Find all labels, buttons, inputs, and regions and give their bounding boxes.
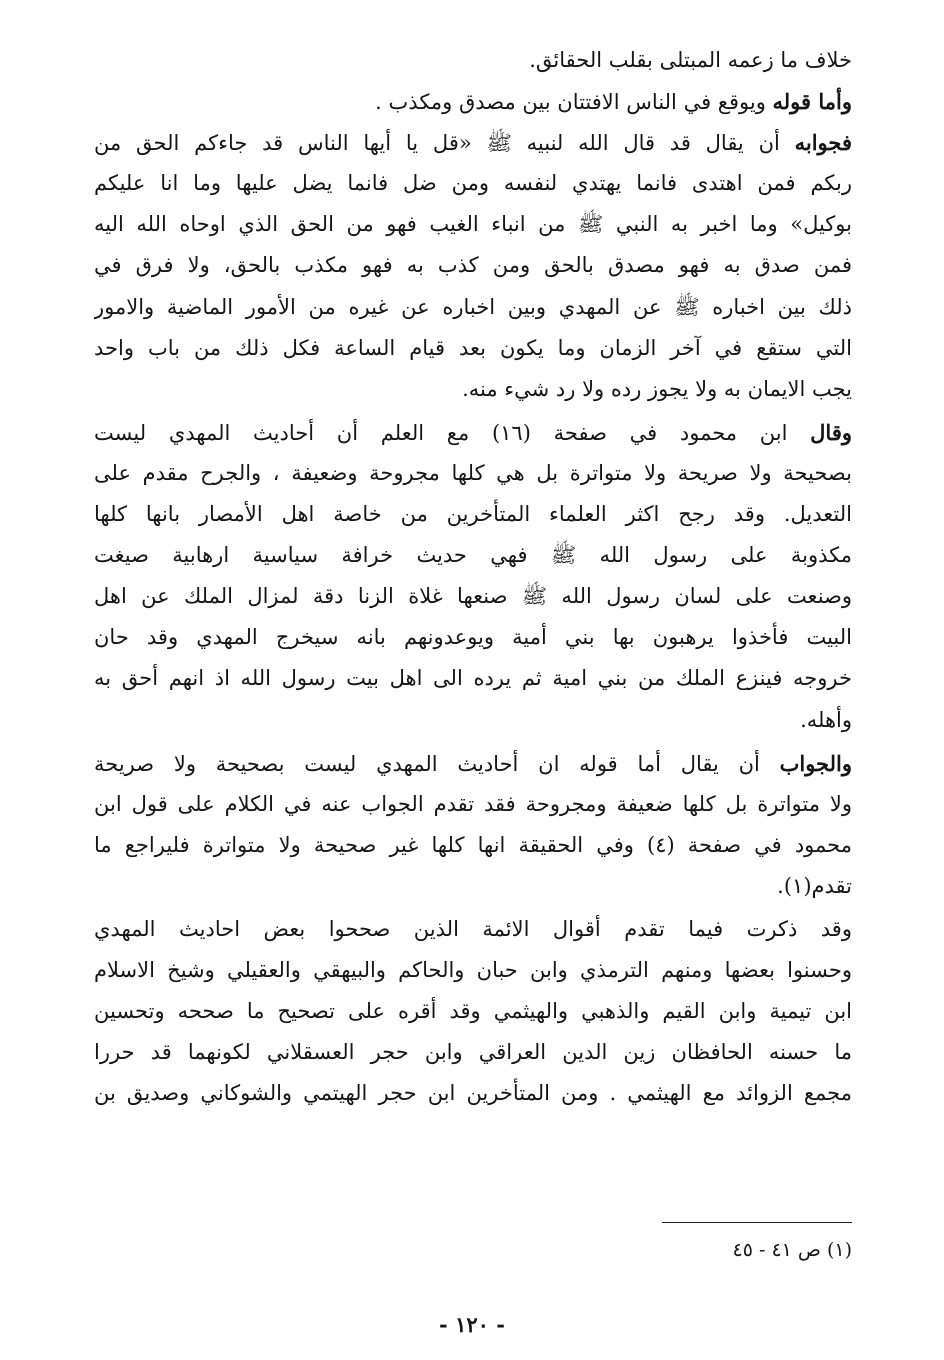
line-text: تقدم(١). — [777, 873, 852, 898]
text-line — [94, 576, 852, 617]
line-text: ابن تيمية وابن القيم والذهبي والهيثمي وقد أقره على تصحيح ما صححه وتحسين — [94, 999, 852, 1024]
line-text: يجب الايمان به ولا يجوز رده ولا رد شيء منه. — [462, 376, 852, 401]
line-text: ابن محمود في صفحة (١٦) مع العلم أن أحاديث المهدي ليست — [94, 420, 811, 445]
text-line — [94, 825, 852, 866]
line-text: ويوقع في الناس الافتتان بين مصدق ومكذب . — [375, 90, 773, 115]
line-text: محمود في صفحة (٤) وفي الحقيقة انها كلها غير صحيحة ولا متواترة فليراجع ما — [94, 832, 852, 857]
text-line — [94, 617, 852, 658]
footnote: (١) ص ٤١ - ٤٥ — [732, 1239, 852, 1261]
line-text: مجمع الزوائد مع الهيثمي . ومن المتأخرين ابن حجر الهيتمي والشوكاني وصديق بن — [94, 1081, 852, 1106]
text-line — [94, 494, 852, 535]
line-text: ولا متواترة بل كلها ضعيفة ومجروحة فقد تقدم الجواب عنه في الكلام على قول ابن — [94, 791, 852, 816]
page-body — [94, 40, 852, 1114]
text-line — [94, 328, 852, 369]
text-line — [94, 122, 852, 163]
line-text: ذلك بين اخباره ﷺ عن المهدي وبين اخباره عن غيره من الأمور الماضية والامور — [94, 294, 852, 319]
line-text: البيت فأخذوا يرهبون بها بني أمية ويوعدونهم بانه سيخرج المهدي وقد حان — [94, 625, 852, 650]
text-line — [94, 743, 852, 784]
text-line — [94, 535, 852, 576]
paragraph-lead: وقال — [810, 419, 852, 445]
line-text: خروجه فينزع الملك من بني امية ثم يرده الى اهل بيت رسول الله اذ انهم أحق به — [94, 666, 852, 691]
text-line — [94, 163, 852, 204]
text-line — [94, 81, 852, 122]
line-text: بصحيحة ولا صريحة ولا متواترة بل هي كلها مجروحة وضعيفة ، والجرح مقدم على — [94, 460, 852, 485]
paragraph-lead: فجوابه — [794, 130, 852, 156]
line-text: أن يقال أما قوله ان أحاديث المهدي ليست بصحيحة ولا صريحة — [94, 751, 780, 776]
text-line — [94, 453, 852, 494]
text-line — [94, 1073, 852, 1114]
line-text: وأهله. — [800, 707, 852, 732]
line-text: وحسنوا بعضها ومنهم الترمذي وابن حبان والحاكم والبيهقي والعقيلي وشيخ الاسلام — [94, 958, 852, 983]
line-text: ما حسنه الحافظان زين الدين العراقي وابن حجر العسقلاني لكونهما قد حررا — [94, 1040, 852, 1065]
text-line — [94, 40, 852, 81]
text-line — [94, 909, 852, 950]
paragraph-lead: والجواب — [779, 750, 852, 776]
text-line — [94, 700, 852, 741]
line-text: التعديل. وقد رجح اكثر العلماء المتأخرين من خاصة اهل الأمصار بانها كلها — [94, 502, 852, 527]
line-text: ربكم فمن اهتدى فانما يهتدي لنفسه ومن ضل فانما يضل عليها وما انا عليكم — [94, 171, 852, 196]
paragraph-lead: وأما قوله — [772, 89, 852, 115]
line-text: وصنعت على لسان رسول الله ﷺ صنعها غلاة الزنا دقة لمزال الملك عن اهل — [94, 584, 852, 609]
footnote-divider — [662, 1222, 852, 1223]
text-line — [94, 1032, 852, 1073]
text-line — [94, 412, 852, 453]
line-text: مكذوبة على رسول الله ﷺ فهي حديث خرافة سياسية ارهابية صيغت — [94, 543, 852, 568]
text-line — [94, 784, 852, 825]
text-line — [94, 204, 852, 245]
line-text: فمن صدق به فهو مصدق بالحق ومن كذب به فهو مكذب بالحق، ولا فرق في — [94, 253, 852, 278]
text-line — [94, 658, 852, 699]
line-text: بوكيل» وما اخبر به النبي ﷺ من انباء الغيب فهو من الحق الذي اوحاه الله اليه — [94, 212, 852, 237]
line-text: وقد ذكرت فيما تقدم أقوال الائمة الذين صححوا بعض احاديث المهدي — [94, 916, 852, 941]
page-number: - ١٢٠ - — [439, 1312, 505, 1337]
text-line — [94, 245, 852, 286]
text-line — [94, 287, 852, 328]
line-text: التي ستقع في آخر الزمان وما يكون بعد قيام الساعة فكل ذلك من باب واحد — [94, 335, 852, 360]
line-text: خلاف ما زعمه المبتلى بقلب الحقائق. — [529, 48, 852, 72]
text-line — [94, 950, 852, 991]
text-line — [94, 866, 852, 907]
text-line — [94, 991, 852, 1032]
text-line — [94, 369, 852, 410]
line-text: أن يقال قد قال الله لنبيه ﷺ «قل يا أيها الناس قد جاءكم الحق من — [94, 131, 795, 156]
